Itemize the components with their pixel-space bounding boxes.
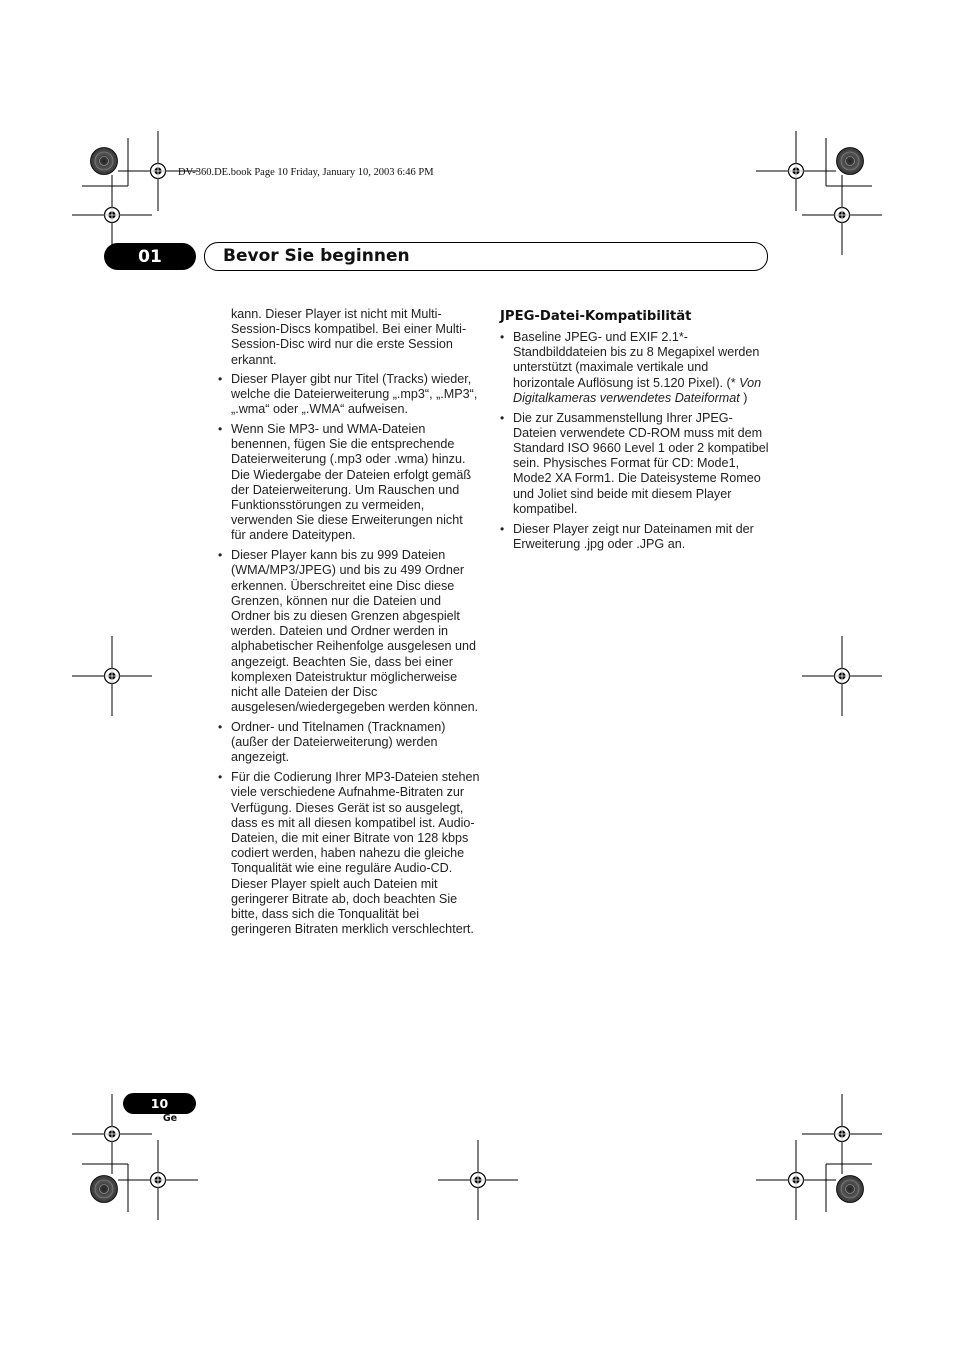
registration-mark-icon [438, 1140, 518, 1220]
list-item: • Die zur Zusammenstellung Ihrer JPEG-Dateien verwendete CD-ROM muss mit dem Standard ISO 9660 Level 1 oder 2 kompatibel sein. Physisches Format für CD: Mode1, Mode2 XA Form1. Die Dateisysteme Romeo und Joliet sind beide mit diesem Player kompatibel. [500, 411, 770, 517]
footnote-text: Von Digitalkameras verwendetes Dateiformat [513, 375, 762, 405]
continuation-paragraph: kann. Dieser Player ist nicht mit Multi-Session-Discs kompatibel. Bei einer Multi-Session-Disc wird nur die erste Session erkannt. [231, 307, 467, 367]
list-item: • Dieser Player kann bis zu 999 Dateien (WMA/MP3/JPEG) und bis zu 499 Ordner erkennen. Überschreitet eine Disc diese Grenzen, können nur die Dateien und Ordner bis zu diesen Grenzen abgespielt werden. Dateien und Ordner werden in alphabetischer Reihenfolge ausgelesen und angezeigt. Beachten Sie, dass bei einer komplexen Dateistruktur möglicherweise nicht alle Dateien der Disc ausgelesen/wiedergegeben werden können. [218, 548, 480, 715]
chapter-title: Bevor Sie beginnen [223, 246, 410, 266]
footnote-open: (* [726, 375, 736, 390]
footnote-close: ) [743, 390, 748, 405]
list-item: • Dieser Player gibt nur Titel (Tracks) wieder, welche die Dateierweiterung „.mp3“, „.MP3“, „.wma“ oder „.WMA“ aufweisen. [218, 372, 480, 418]
left-column [218, 307, 480, 942]
list-item: • Dieser Player zeigt nur Dateinamen mit der Erweiterung .jpg oder .JPG an. [500, 522, 770, 552]
list-item: • Für die Codierung Ihrer MP3-Dateien stehen viele verschiedene Aufnahme-Bitraten zur Verfügung. Dieses Gerät ist so ausgelegt, dass es mit all diesen kompatibel ist. Audio-Dateien, die mit einer Bitrate von 128 kbps codiert werden, haben nahezu die gleiche Tonqualität wie eine reguläre Audio-CD. Dieser Player spielt auch Dateien mit geringerer Bitrate ab, doch beachten Sie bitte, dass sich die Tonqualität bei geringeren Bitraten merklich verschlechtert. [218, 770, 480, 937]
registration-mark-icon [756, 1094, 882, 1220]
right-column [500, 308, 770, 557]
bullet-list [218, 372, 480, 938]
list-item: • Wenn Sie MP3- und WMA-Dateien benennen, fügen Sie die entsprechende Dateierweiterung (.mp3 oder .wma) hinzu. Die Wiedergabe der Dateien erfolgt gemäß der Dateierweiterung. Um Rauschen und Funktionsstörungen zu vermeiden, verwenden Sie diese Erweiterungen nicht für andere Dateitypen. [218, 422, 480, 544]
registration-mark-icon [72, 131, 198, 255]
print-file-header: DV-360.DE.book Page 10 Friday, January 10, 2003 6:46 PM [178, 167, 434, 178]
chapter-number-badge: 01 [104, 243, 196, 270]
language-code: Ge [162, 1113, 178, 1124]
list-item-text: Baseline JPEG- und EXIF 2.1*-Standbilddateien bis zu 8 Megapixel werden unterstützt (maximale vertikale und horizontale Auflösung ist 5.120 Pixel). [513, 330, 760, 390]
list-item: • Ordner- und Titelnamen (Tracknamen) (außer der Dateierweiterung) werden angezeigt. [218, 720, 480, 766]
registration-mark-icon [756, 131, 882, 255]
bullet-list [500, 330, 770, 552]
page-number-badge: 10 [123, 1093, 196, 1114]
registration-mark-icon [802, 636, 882, 716]
section-heading: JPEG-Datei-Kompatibilität [500, 309, 692, 324]
registration-mark-icon [72, 636, 152, 716]
list-item [500, 330, 770, 406]
chapter-title-frame [204, 242, 768, 271]
